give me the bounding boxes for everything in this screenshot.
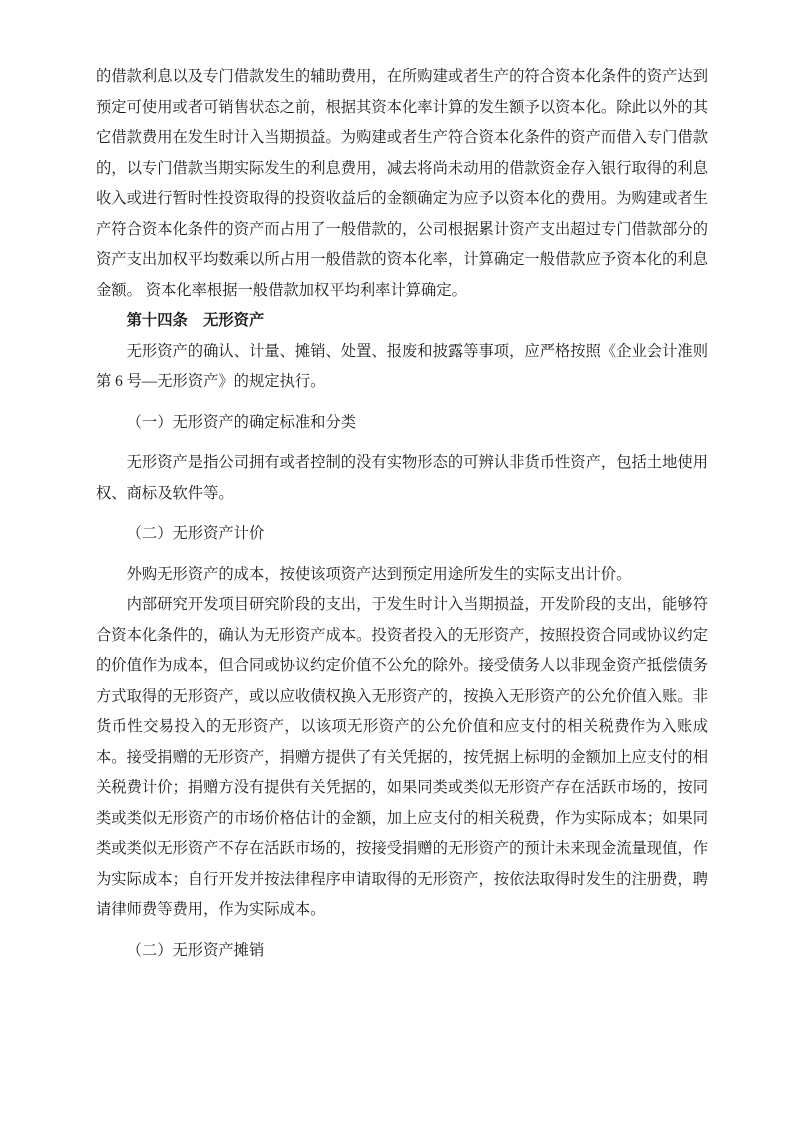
paragraph-borrowing-costs-capitalization: 的借款利息以及专门借款发生的辅助费用，在所购建或者生产的符合资本化条件的资产达到预定可使用或者可销售状态之前，根据其资本化率计算的发生额予以资本化。除此以外的其它借款费用在发生时计入当期损益。为购建或者生产符合资本化条件的资产而借入专门借款的，以专门借款当期实际发生的利息费用，减去将尚未动用的借款资金存入银行取得的利息收入或进行暂时性投资取得的投资收益后的金额确定为应予以资本化的费用。为购建或者生产符合资本化条件的资产而占用了一般借款的，公司根据累计资产支出超过专门借款部分的资产支出加权平均数乘以所占用一般借款的资本化率，计算确定一般借款应予资本化的利息金额。 资本化率根据一般借款加权平均利率计算确定。 [96, 68, 708, 299]
paragraph-intangible-standards-compliance: 无形资产的确认、计量、摊销、处置、报废和披露等事项，应严格按照《企业会计准则第 6 号—无形资产》的规定执行。 [96, 342, 708, 390]
subheading-recognition-and-classification: （一）无形资产的确定标准和分类 [126, 413, 357, 431]
paragraph-intangible-cost-measurement-details: 内部研究开发项目研究阶段的支出，于发生时计入当期损益，开发阶段的支出，能够符合资本化条件的，确认为无形资产成本。投资者投入的无形资产，按照投资合同或协议约定的价值作为成本，但合同或协议约定价值不公允的除外。接受债务人以非现金资产抵偿债务方式取得的无形资产，或以应收债权换入无形资产的，按换入无形资产的公允价值入账。非货币性交易投入的无形资产，以该项无形资产的公允价值和应支付的相关税费作为入账成本。接受捐赠的无形资产，捐赠方提供了有关凭据的，按凭据上标明的金额加上应支付的相关税费计价；捐赠方没有提供有关凭据的，如果同类或类似无形资产存在活跃市场的，按同类或类似无形资产的市场价格估计的金额，加上应支付的相关税费，作为实际成本；如果同类或类似无形资产不存在活跃市场的，按接受捐赠的无形资产的预计未来现金流量现值，作为实际成本；自行开发并按法律程序申请取得的无形资产，按依法取得时发生的注册费，聘请律师费等费用，作为实际成本。 [96, 596, 708, 918]
paragraph-purchased-intangible-cost: 外购无形资产的成本，按使该项资产达到预定用途所发生的实际支出计价。 [126, 565, 632, 583]
subheading-intangible-valuation: （二）无形资产计价 [126, 525, 265, 542]
paragraph-intangible-definition: 无形资产是指公司拥有或者控制的没有实物形态的可辨认非货币性资产，包括土地使用权、商标及软件等。 [96, 454, 708, 502]
document-text-block [96, 62, 708, 976]
heading-article-14-intangible-assets: 第十四条 无形资产 [126, 312, 265, 329]
subheading-intangible-amortization: （二）无形资产摊销 [126, 941, 265, 959]
